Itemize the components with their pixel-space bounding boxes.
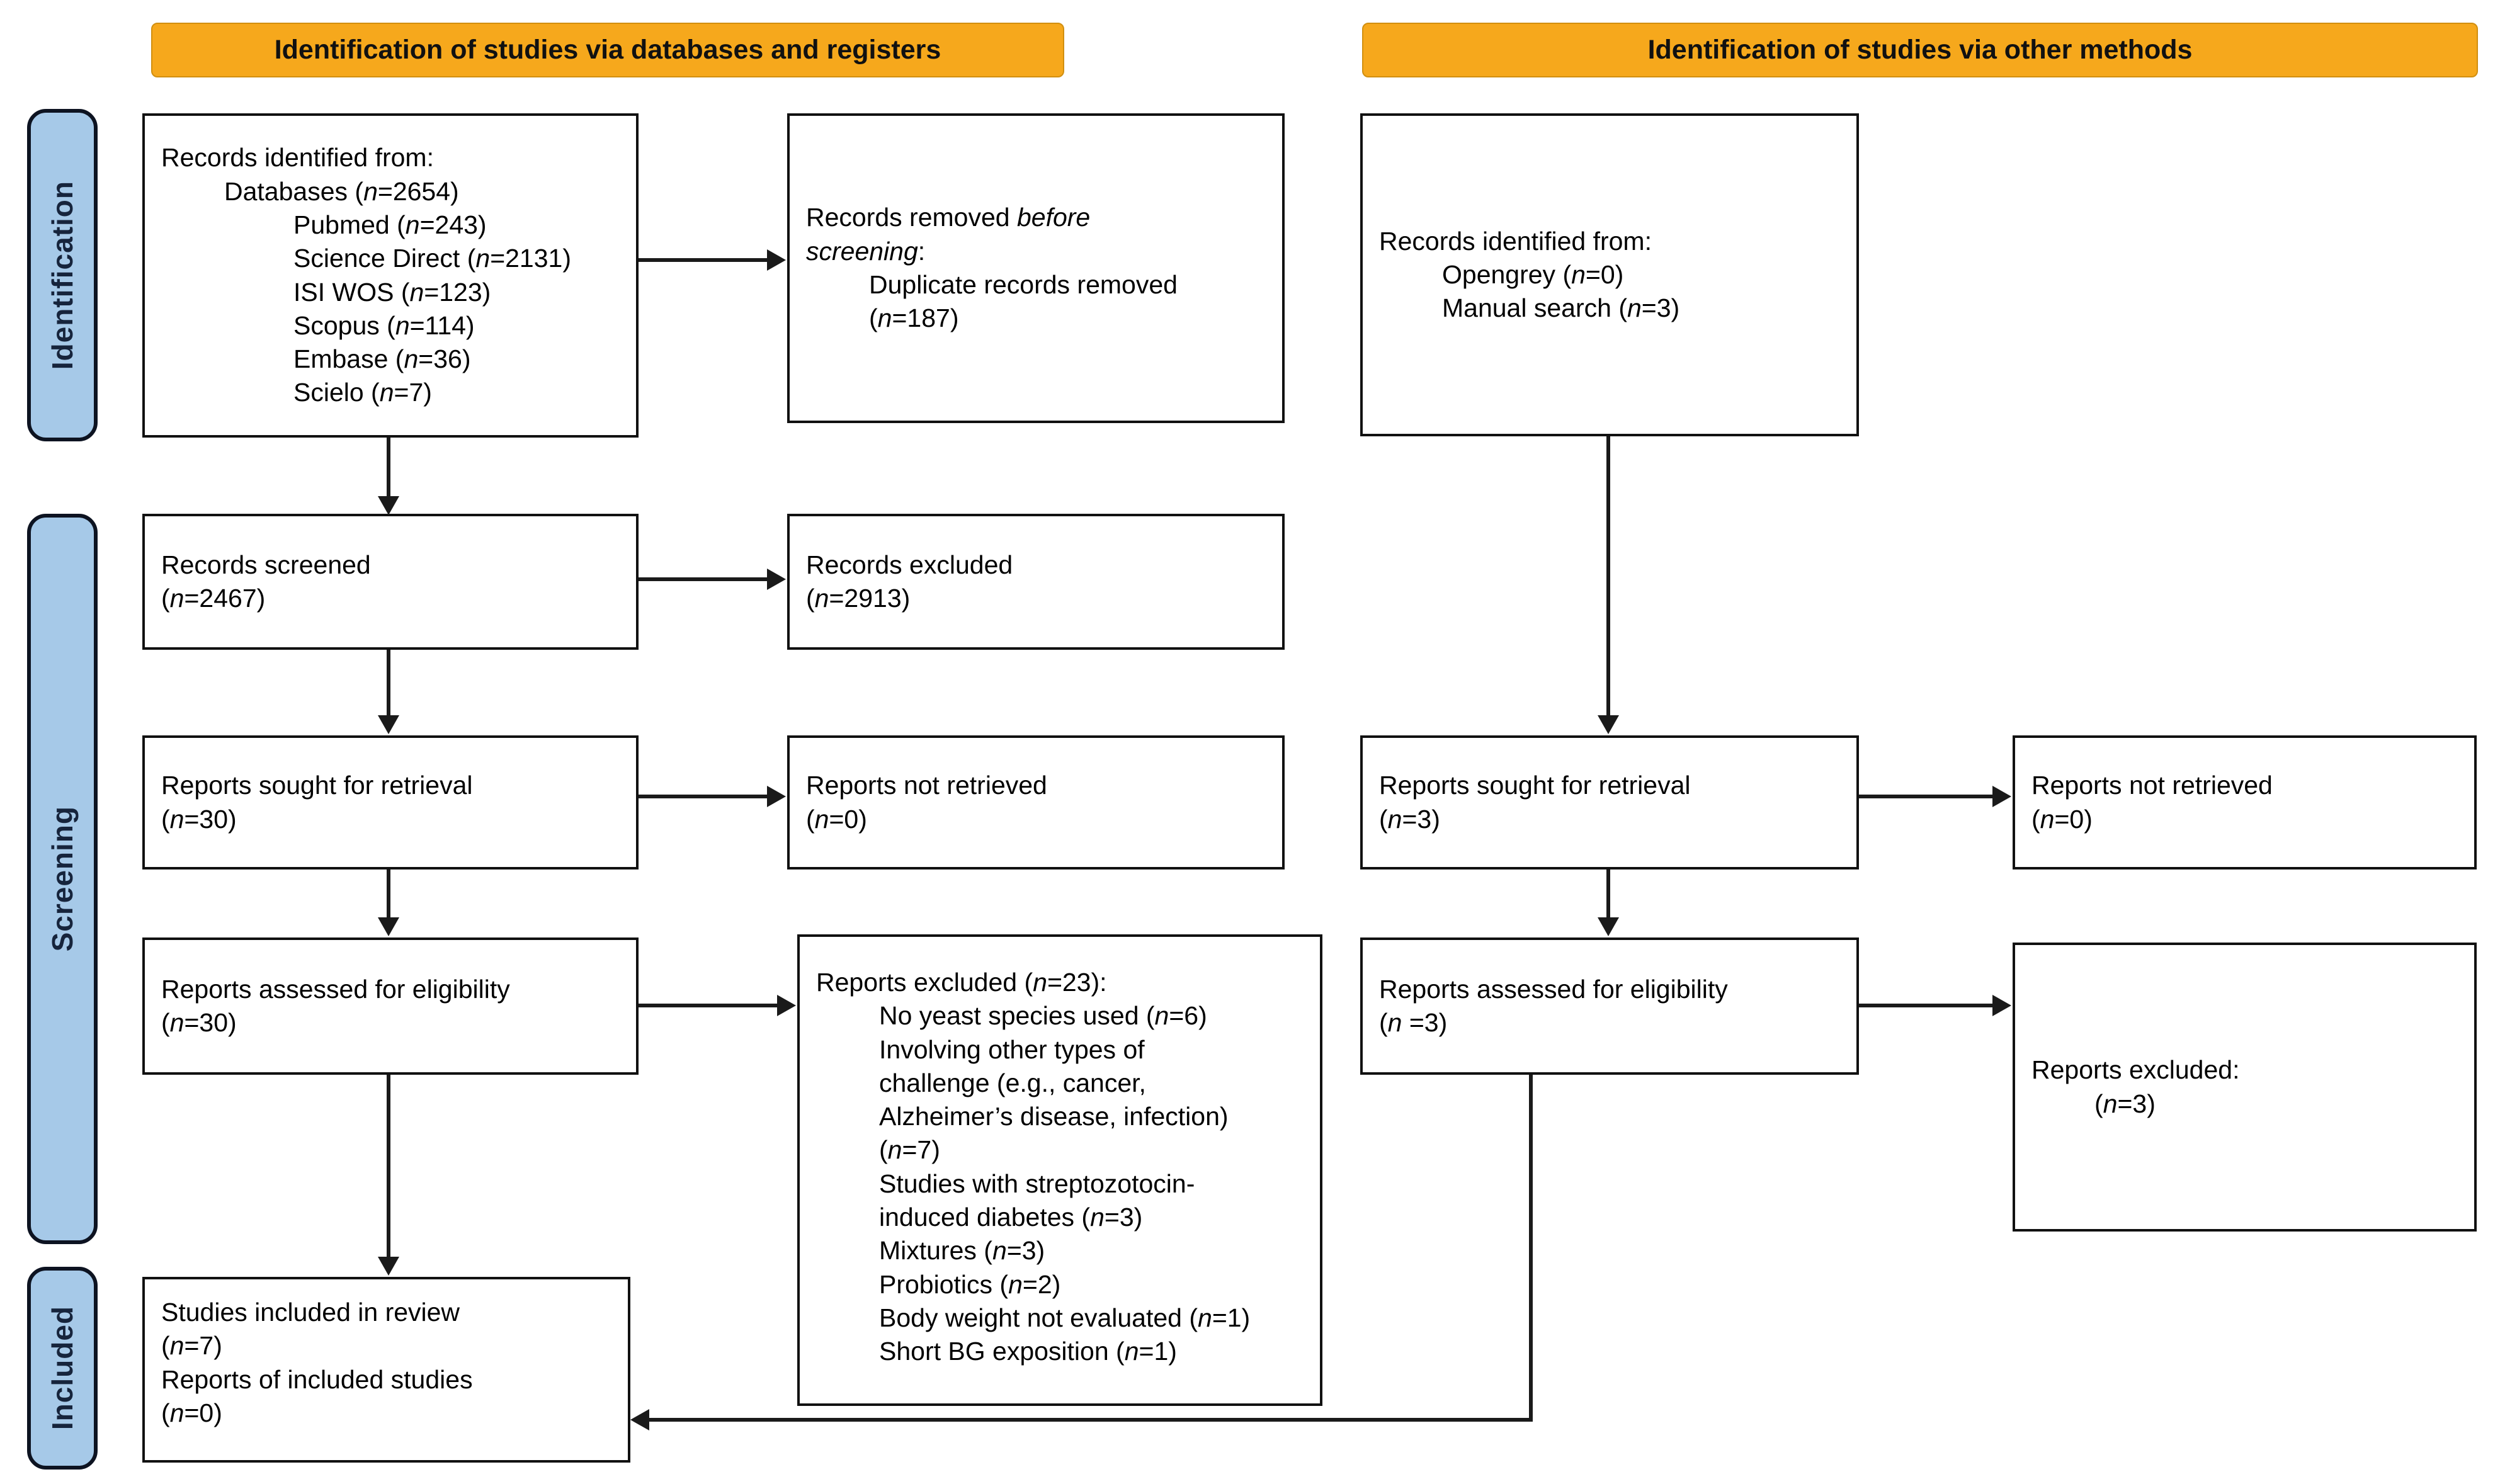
text-line: Records removed before	[806, 203, 1091, 232]
text-line: Reports excluded (n=23):	[816, 968, 1107, 997]
text-line: (n=2913)	[806, 584, 911, 613]
text-line: Reports not retrieved	[2031, 771, 2273, 800]
sidebar-screening	[27, 514, 98, 1244]
text-line: Reports assessed for eligibility	[161, 974, 510, 1004]
arrow-screened-to-excluded-line	[639, 577, 767, 581]
text-line: Scopus (n=114)	[293, 310, 475, 340]
text-line: challenge (e.g., cancer,	[879, 1068, 1146, 1097]
sidebar-identification-label: Identification	[46, 180, 79, 370]
box-reports-excluded-right	[2013, 943, 2477, 1232]
text-line: (n =3)	[1379, 1008, 1448, 1037]
text-line: Science Direct (n=2131)	[293, 244, 571, 273]
box-reports-assessed-right	[1360, 937, 1859, 1075]
arrow-sought-to-not-retrieved-right-line	[1859, 795, 1994, 798]
box-reports-excluded-reasons	[797, 934, 1322, 1406]
arrow-assessed-to-excluded-right-line	[1859, 1004, 1994, 1007]
arrow-assessed-to-excluded-reasons-line	[639, 1004, 778, 1007]
banner-databases-registers	[151, 23, 1064, 77]
text-line: Records identified from:	[161, 143, 434, 173]
arrow-screened-to-excluded-head	[767, 569, 786, 590]
text-line: Scielo (n=7)	[293, 378, 432, 407]
text-line: (n=30)	[161, 804, 237, 834]
text-line: (n=187)	[869, 303, 959, 333]
sidebar-screening-label: Screening	[46, 806, 79, 952]
text-line: Records excluded	[806, 550, 1013, 579]
box-reports-sought-left	[142, 735, 639, 869]
text-line: (n=0)	[161, 1398, 222, 1427]
text-line: Probiotics (n=2)	[879, 1269, 1061, 1299]
arrow-assessed-right-to-included-hline	[649, 1418, 1532, 1422]
banner-databases-registers-label: Identification of studies via databases and registers	[274, 35, 941, 65]
text-line: (n=0)	[2031, 804, 2093, 834]
text-line: Involving other types of	[879, 1034, 1145, 1064]
text-line: Studies with streptozotocin-	[879, 1169, 1195, 1198]
text-line: (n=7)	[161, 1331, 222, 1361]
text-line: (n=7)	[879, 1135, 940, 1165]
arrow-assessed-to-excluded-right-head	[1992, 995, 2011, 1016]
text-line: Duplicate records removed	[869, 270, 1178, 299]
text-line: Reports excluded:	[2031, 1055, 2240, 1085]
box-records-identified-databases	[142, 113, 639, 438]
banner-other-methods-label: Identification of studies via other methods	[1647, 35, 2193, 65]
text-line: Body weight not evaluated (n=1)	[879, 1303, 1251, 1332]
banner-other-methods	[1362, 23, 2478, 77]
text-line: Mixtures (n=3)	[879, 1236, 1045, 1266]
arrow-assessed-to-excluded-reasons-head	[777, 995, 796, 1016]
arrow-sought-to-not-retrieved-left-line	[639, 795, 767, 798]
arrow-screened-to-sought-line	[387, 650, 390, 717]
text-line: screening:	[806, 236, 926, 266]
text-line: (n=3)	[2094, 1089, 2156, 1118]
arrow-assessed-to-included-line	[387, 1075, 390, 1258]
sidebar-included	[27, 1267, 98, 1470]
box-records-removed-before-screening	[787, 113, 1285, 423]
text-line: induced diabetes (n=3)	[879, 1203, 1143, 1232]
arrow-assessed-to-included-head	[378, 1257, 399, 1276]
arrow-screened-to-sought-head	[378, 715, 399, 734]
text-line: No yeast species used (n=6)	[879, 1001, 1207, 1031]
text-line: (n=30)	[161, 1008, 237, 1037]
arrow-identified-to-removed-line	[639, 258, 767, 262]
box-records-screened	[142, 514, 639, 650]
box-records-excluded	[787, 514, 1285, 650]
text-line: Reports not retrieved	[806, 771, 1047, 800]
text-line: Studies included in review	[161, 1298, 460, 1327]
text-line: Reports of included studies	[161, 1364, 473, 1394]
arrow-sought-to-not-retrieved-right-head	[1992, 786, 2011, 807]
text-line: ISI WOS (n=123)	[293, 277, 491, 307]
arrow-assessed-right-to-included-head	[630, 1409, 649, 1430]
arrow-identified-other-to-sought-head	[1598, 715, 1619, 734]
box-reports-sought-right	[1360, 735, 1859, 869]
box-reports-not-retrieved-left	[787, 735, 1285, 869]
box-reports-assessed-left	[142, 937, 639, 1075]
text-line: Embase (n=36)	[293, 344, 471, 374]
text-line: (n=2467)	[161, 584, 266, 613]
arrow-identified-other-to-sought-line	[1606, 436, 1610, 717]
box-reports-not-retrieved-right	[2013, 735, 2477, 869]
sidebar-included-label: Included	[46, 1306, 79, 1430]
arrow-sought-to-assessed-left-line	[387, 869, 390, 919]
text-line: Short BG exposition (n=1)	[879, 1337, 1177, 1366]
text-line: (n=3)	[1379, 804, 1440, 834]
box-records-identified-other-methods	[1360, 113, 1859, 436]
box-studies-included	[142, 1277, 630, 1463]
arrow-identified-to-screened-head	[378, 496, 399, 515]
text-line: (n=0)	[806, 804, 867, 834]
text-line: Pubmed (n=243)	[293, 210, 487, 239]
arrow-sought-to-assessed-right-head	[1598, 917, 1619, 936]
arrow-identified-to-screened-line	[387, 438, 390, 498]
text-line: Records identified from:	[1379, 226, 1652, 256]
arrow-sought-to-assessed-left-head	[378, 917, 399, 936]
text-line: Manual search (n=3)	[1442, 293, 1680, 323]
text-line: Databases (n=2654)	[224, 176, 459, 206]
arrow-sought-to-assessed-right-line	[1606, 869, 1610, 919]
text-line: Opengrey (n=0)	[1442, 259, 1624, 289]
text-line: Reports sought for retrieval	[161, 771, 473, 800]
arrow-assessed-right-to-included-vline	[1529, 1075, 1533, 1422]
text-line: Alzheimer’s disease, infection)	[879, 1102, 1229, 1131]
text-line: Records screened	[161, 550, 371, 579]
arrow-sought-to-not-retrieved-left-head	[767, 786, 786, 807]
arrow-identified-to-removed-head	[767, 249, 786, 271]
text-line: Reports assessed for eligibility	[1379, 974, 1728, 1004]
sidebar-identification	[27, 109, 98, 441]
text-line: Reports sought for retrieval	[1379, 771, 1691, 800]
